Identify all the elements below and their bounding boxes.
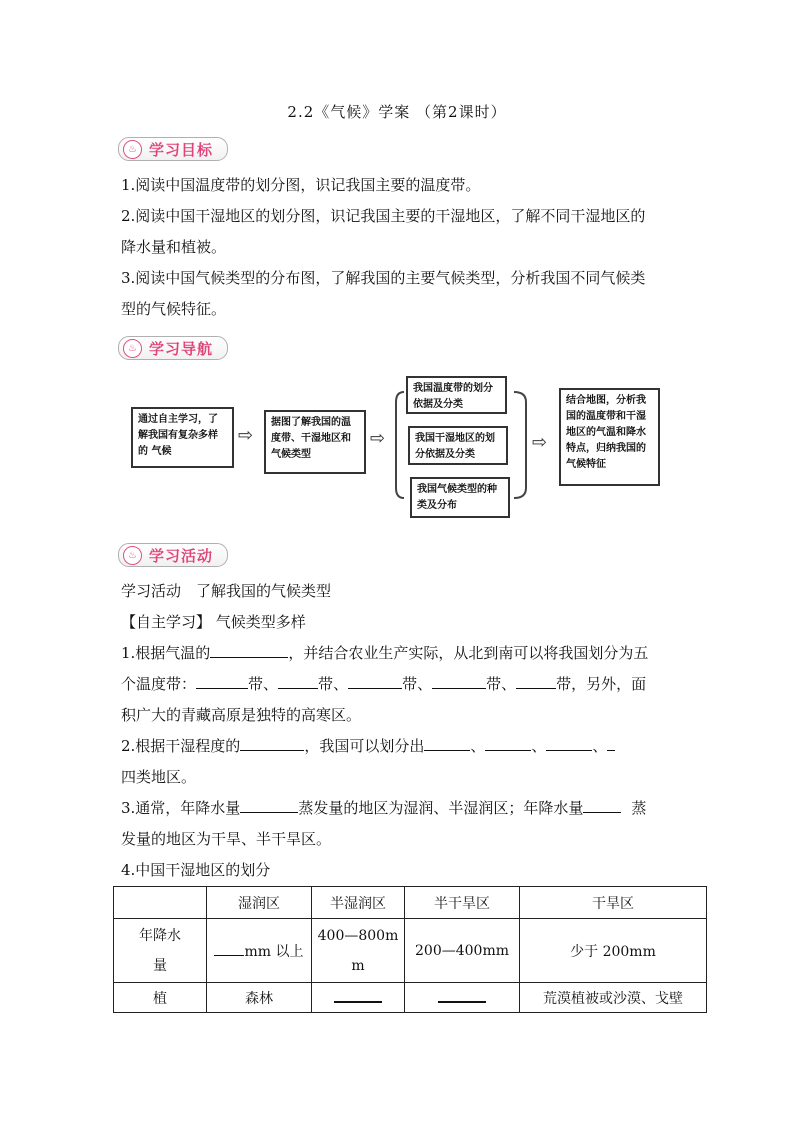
fill-blank[interactable]	[432, 672, 486, 689]
table-header-cell: 干旱区	[520, 887, 707, 919]
table-header-cell	[114, 887, 207, 919]
fill-blank[interactable]	[348, 672, 402, 689]
fill-blank[interactable]	[516, 672, 556, 689]
fill-blank[interactable]	[240, 734, 304, 751]
question-1-line-1: 1.根据气温的 ，并结合农业生产实际，从北到南可以将我国划分为五	[121, 638, 683, 669]
fill-blank[interactable]	[334, 989, 382, 1003]
section-badge-goals	[118, 137, 228, 161]
section-label: 学习目标	[149, 140, 214, 159]
flow-box-summary: 结合地图，分析我国的温度带和干湿地区的气温和降水特点，归纳我国的气候特征	[559, 388, 660, 486]
section-icon: ♨	[123, 339, 142, 358]
fill-blank[interactable]	[546, 734, 592, 751]
goal-line: 3.阅读中国气候类型的分布图，了解我国的主要气候类型，分析我国不同气候类	[121, 269, 646, 287]
table-cell: 200—400mm	[405, 919, 520, 983]
question-1-line-3: 积广大的青藏高原是独特的高寒区。	[121, 706, 362, 724]
activity-heading: 学习活动 了解我国的气候类型	[121, 582, 332, 600]
goal-line: 降水量和植被。	[121, 238, 227, 256]
flow-box-read-map: 据图了解我国的温度带、干湿地区和气候类型	[264, 410, 366, 474]
goals-list	[121, 170, 683, 325]
flow-box-self-study: 通过自主学习，了解我国有复杂多样的 气候	[131, 407, 234, 468]
goal-line: 2.阅读中国干湿地区的划分图，识记我国主要的干湿地区，了解不同干湿地区的	[121, 207, 646, 225]
table-header-cell: 半湿润区	[312, 887, 405, 919]
table-cell: mm 以上	[207, 919, 312, 983]
page-title: 2.2《气候》学案 （第2课时）	[287, 103, 507, 121]
activity-subheading: 【自主学习】 气候类型多样	[121, 613, 306, 631]
question-4: 4.中国干湿地区的划分	[121, 861, 271, 879]
dry-wet-table	[113, 886, 707, 1013]
question-2-line-1: 2.根据干湿程度的 ，我国可以划分出 、 、 、	[121, 731, 683, 762]
table-header-cell: 湿润区	[207, 887, 312, 919]
flow-box-climate-types: 我国气候类型的种类及分布	[410, 477, 510, 518]
fill-blank[interactable]	[607, 734, 615, 751]
flow-box-temperature-zones: 我国温度带的划分依据及分类	[406, 376, 507, 414]
fill-blank[interactable]	[278, 672, 318, 689]
table-cell: 森林	[207, 983, 312, 1013]
table-header-cell: 半干旱区	[405, 887, 520, 919]
section-badge-nav	[118, 336, 228, 360]
table-row	[114, 919, 707, 983]
fill-blank[interactable]	[583, 796, 621, 813]
table-cell	[405, 983, 520, 1013]
flow-arrow-icon: ⇨	[532, 432, 548, 453]
flow-arrow-icon: ⇨	[370, 428, 386, 449]
section-badge-activity	[118, 543, 228, 567]
fill-blank[interactable]	[214, 941, 244, 956]
flow-arrow-icon: ⇨	[238, 425, 254, 446]
fill-blank[interactable]	[485, 734, 531, 751]
section-label: 学习导航	[149, 339, 214, 358]
goal-line: 型的气候特征。	[121, 300, 227, 318]
activity-section	[121, 576, 683, 886]
question-3-line-2: 发量的地区为干旱、半干旱区。	[121, 830, 332, 848]
fill-blank[interactable]	[210, 641, 288, 658]
fill-blank[interactable]	[196, 672, 248, 689]
flow-box-dry-wet-regions: 我国干湿地区的划分依据及分类	[408, 426, 508, 465]
goal-line: 1.阅读中国温度带的划分图，识记我国主要的温度带。	[121, 176, 481, 194]
section-label: 学习活动	[149, 546, 214, 565]
table-row	[114, 983, 707, 1013]
section-icon: ♨	[123, 546, 142, 565]
table-cell: 植	[114, 983, 207, 1013]
fill-blank[interactable]	[438, 989, 486, 1003]
question-1-line-2: 个温度带： 带、 带、 带、 带、 带，另外，面	[121, 669, 683, 700]
fill-blank[interactable]	[424, 734, 470, 751]
table-header-row	[114, 887, 707, 919]
section-icon: ♨	[123, 140, 142, 159]
table-cell	[312, 983, 405, 1013]
question-3-line-1: 3.通常，年降水量 蒸发量的地区为湿润、半湿润区；年降水量 蒸	[121, 793, 683, 824]
table-cell: 400—800m m	[312, 919, 405, 983]
table-cell: 少于 200mm	[520, 919, 707, 983]
table-cell: 年降水 量	[114, 919, 207, 983]
question-2-line-2: 四类地区。	[121, 768, 197, 786]
table-cell: 荒漠植被或沙漠、戈壁	[520, 983, 707, 1013]
fill-blank[interactable]	[240, 796, 298, 813]
